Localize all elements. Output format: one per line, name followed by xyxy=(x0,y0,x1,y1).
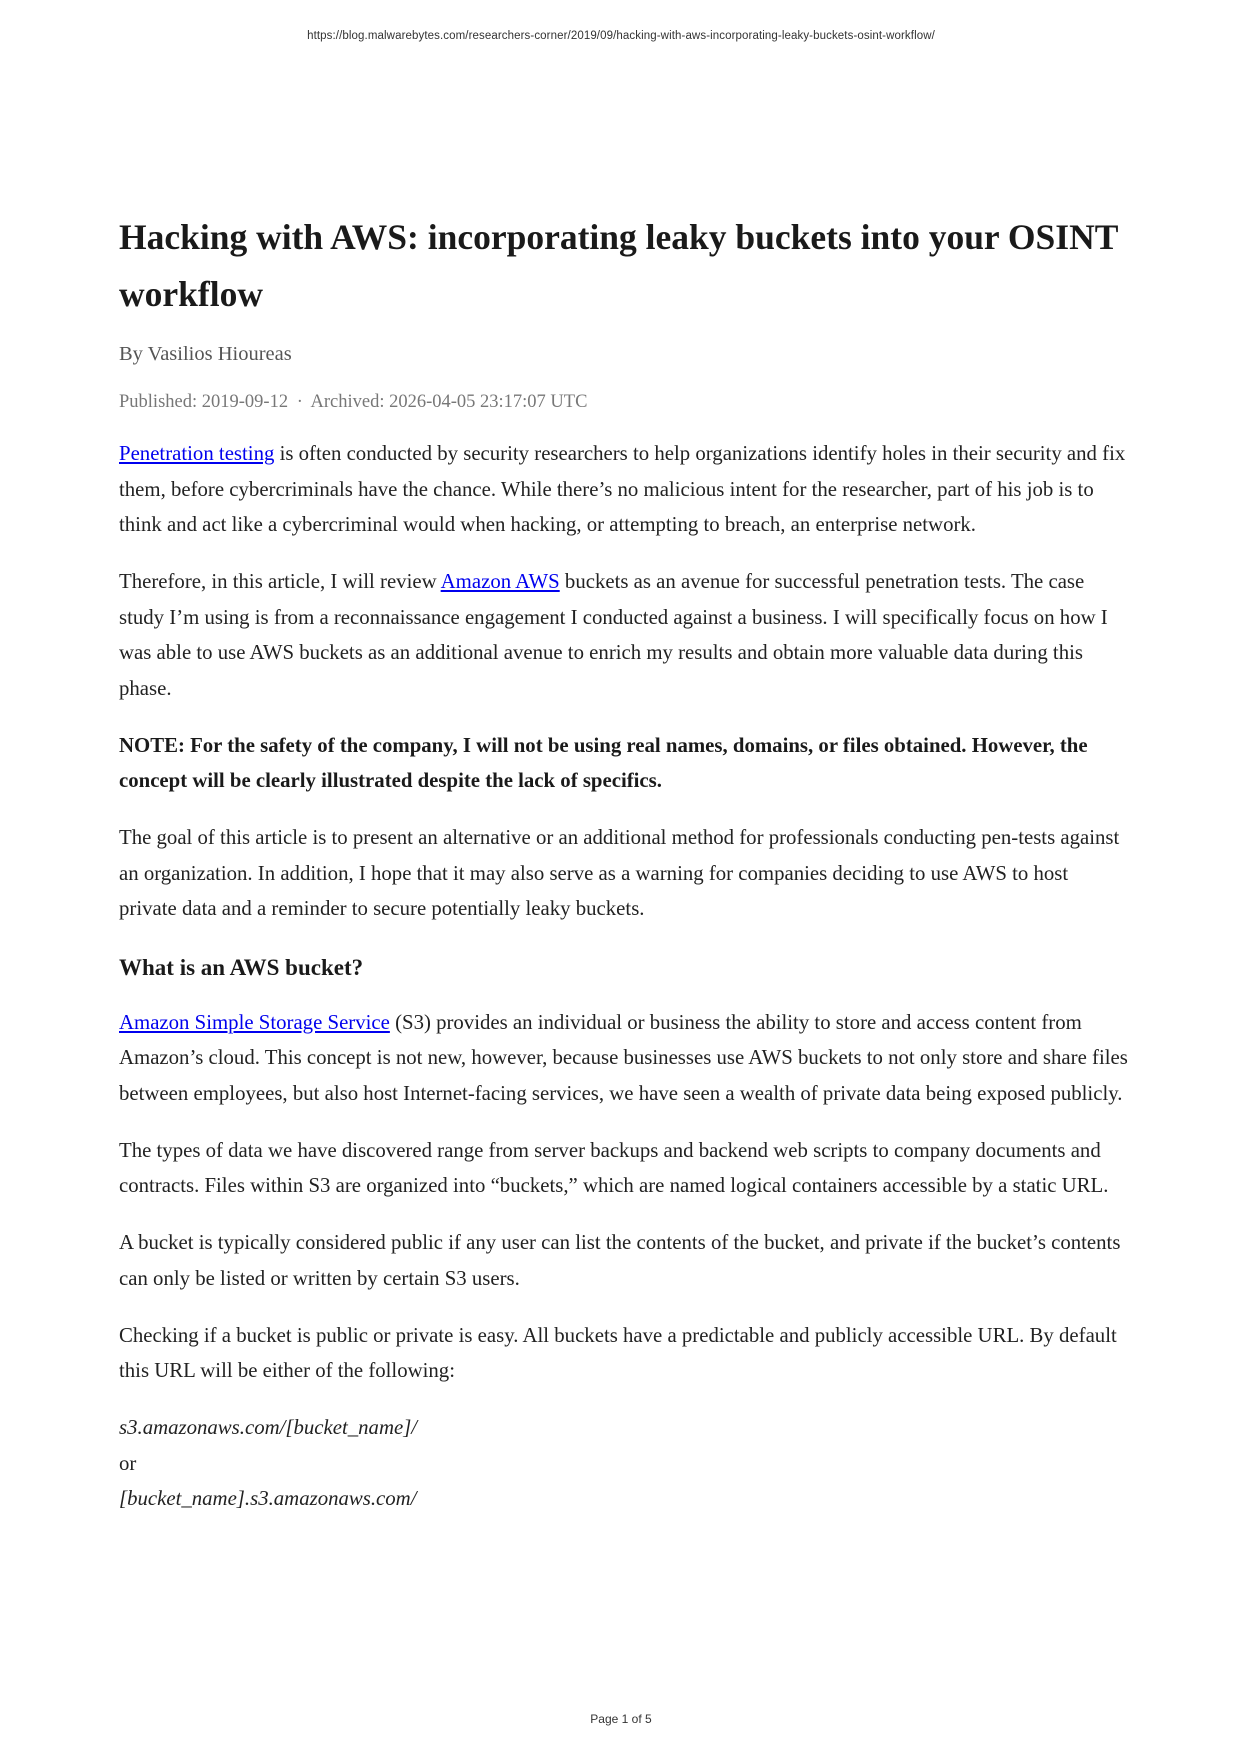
author-byline: By Vasilios Hioureas xyxy=(119,343,292,365)
archived-date: Archived: 2026-04-05 23:17:07 UTC xyxy=(310,392,588,412)
paragraph-text: (S3) provides an individual or business the ability to store and access content from Amazon’s cloud. This concept is not new, however, because businesses use AWS buckets to not only store and share files between employees, but also host Internet-facing services, we have seen a wealth of private data being exposed publicly. xyxy=(119,1010,1128,1105)
paragraph-intro xyxy=(119,436,1129,543)
bucket-url-virtual-host-style: [bucket_name].s3.amazonaws.com/ xyxy=(119,1487,417,1510)
paragraph-public-private: A bucket is typically considered public if any user can list the contents of the bucket, and private if the bucket’s contents can only be listed or written by certain S3 users. xyxy=(119,1231,1121,1290)
meta-separator: · xyxy=(296,392,303,412)
article-title: Hacking with AWS: incorporating leaky buckets into your OSINT workflow xyxy=(119,217,1118,314)
section-heading: What is an AWS bucket? xyxy=(119,954,364,980)
paragraph-data-types: The types of data we have discovered range from server backups and backend web scripts to company documents and contracts. Files within S3 are organized into “buckets,” which are named logical containers accessible by a static URL. xyxy=(119,1138,1109,1197)
safety-note: NOTE: For the safety of the company, I will not be using real names, domains, or files obtained. However, the concept will be clearly illustrated despite the lack of specifics. xyxy=(119,733,1088,792)
amazon-aws-link[interactable]: Amazon AWS xyxy=(440,570,560,593)
paragraph-checking: Checking if a bucket is public or private is easy. All buckets have a predictable and publicly accessible URL. By default this URL will be either of the following: xyxy=(119,1323,1117,1382)
penetration-testing-link[interactable]: Penetration testing xyxy=(119,442,275,465)
paragraph-s3 xyxy=(119,1005,1129,1112)
published-date: Published: 2019-09-12 xyxy=(119,392,289,412)
paragraph-text: Therefore, in this article, I will review xyxy=(119,570,441,593)
bucket-url-path-style: s3.amazonaws.com/[bucket_name]/ xyxy=(119,1416,418,1439)
amazon-s3-link[interactable]: Amazon Simple Storage Service xyxy=(119,1010,390,1034)
publication-meta xyxy=(119,390,1129,414)
paragraph-text: buckets as an avenue for successful penetration tests. The case study I’m using is from a reconnaissance engagement I conducted against a business. I will specifically focus on how I was able to use AWS buckets as an additional avenue to enrich my results and obtain more valuable data during this phase. xyxy=(119,570,1108,700)
paragraph-goal: The goal of this article is to present an alternative or an additional method for professionals conducting pen-tests against an organization. In addition, I hope that it may also serve as a warning for companies deciding to use AWS to host private data and a reminder to secure potentially leaky buckets. xyxy=(119,826,1120,920)
bucket-url-formats xyxy=(119,1410,1129,1517)
or-text: or xyxy=(119,1451,137,1475)
article xyxy=(119,209,1129,1517)
page-number: Page 1 of 5 xyxy=(590,1712,652,1726)
paragraph-text: is often conducted by security researchers to help organizations identify holes in their security and fix them, before cybercriminals have the chance. While there’s no malicious intent for the researcher, part of his job is to think and act like a cybercriminal would when hacking, or attempting to breach, an enterprise network. xyxy=(119,442,1126,536)
source-url: https://blog.malwarebytes.com/researchers-corner/2019/09/hacking-with-aws-incorporating-leaky-buckets-osint-workflow/ xyxy=(307,30,935,42)
paragraph-review xyxy=(119,564,1129,706)
